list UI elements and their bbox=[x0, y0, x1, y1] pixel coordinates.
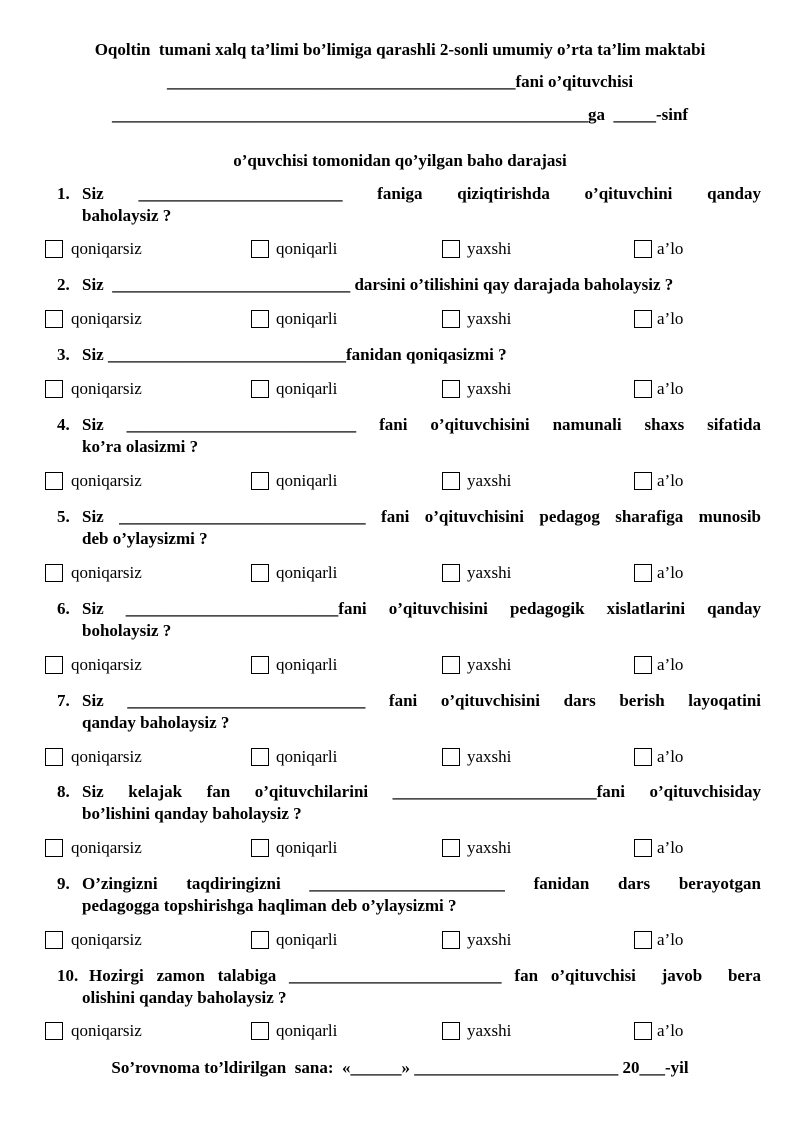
rating-option-label: yaxshi bbox=[467, 563, 512, 582]
rating-option-label: qoniqarli bbox=[276, 239, 338, 258]
rating-option-label: qoniqarli bbox=[276, 379, 338, 398]
rating-options-row bbox=[0, 931, 800, 953]
rating-option-label: qoniqarsiz bbox=[71, 379, 142, 398]
rating-checkbox[interactable] bbox=[45, 564, 63, 582]
question-text-continued: bo’lishini qanday baholaysiz ? bbox=[82, 804, 302, 823]
rating-checkbox[interactable] bbox=[45, 748, 63, 766]
question-number: 5. bbox=[57, 507, 70, 526]
rating-checkbox[interactable] bbox=[251, 472, 269, 490]
rating-option-label: a’lo bbox=[657, 930, 684, 949]
question-text-continued: baholaysiz ? bbox=[82, 206, 172, 225]
question-number: 8. bbox=[57, 782, 70, 801]
rating-checkbox[interactable] bbox=[634, 1022, 652, 1040]
rating-options-row bbox=[0, 380, 800, 402]
rating-options-row bbox=[0, 656, 800, 678]
rating-option-label: qoniqarsiz bbox=[71, 309, 142, 328]
rating-option-label: yaxshi bbox=[467, 239, 512, 258]
rating-option-label: yaxshi bbox=[467, 1021, 512, 1040]
rating-option-label: a’lo bbox=[657, 239, 684, 258]
rating-options-row bbox=[0, 472, 800, 494]
rating-option-label: qoniqarli bbox=[276, 563, 338, 582]
rating-checkbox[interactable] bbox=[634, 240, 652, 258]
rating-checkbox[interactable] bbox=[442, 240, 460, 258]
rating-option-label: a’lo bbox=[657, 309, 684, 328]
rating-checkbox[interactable] bbox=[251, 748, 269, 766]
rating-checkbox[interactable] bbox=[442, 472, 460, 490]
rating-checkbox[interactable] bbox=[251, 564, 269, 582]
rating-options-row bbox=[0, 240, 800, 262]
rating-checkbox[interactable] bbox=[251, 380, 269, 398]
question-number: 3. bbox=[57, 345, 70, 364]
rating-checkbox[interactable] bbox=[634, 748, 652, 766]
rating-checkbox[interactable] bbox=[442, 1022, 460, 1040]
rating-options-row bbox=[0, 748, 800, 770]
question-text: Siz ____________________________fanidan qoniqasizmi ? bbox=[82, 345, 507, 364]
rating-checkbox[interactable] bbox=[634, 931, 652, 949]
rating-option-label: yaxshi bbox=[467, 471, 512, 490]
rating-checkbox[interactable] bbox=[251, 310, 269, 328]
rating-checkbox[interactable] bbox=[442, 656, 460, 674]
rating-option-label: qoniqarsiz bbox=[71, 747, 142, 766]
rating-option-label: yaxshi bbox=[467, 309, 512, 328]
rating-checkbox[interactable] bbox=[634, 656, 652, 674]
rating-checkbox[interactable] bbox=[45, 310, 63, 328]
survey-subtitle: o’quvchisi tomonidan qo’yilgan baho darajasi bbox=[233, 151, 567, 170]
rating-option-label: qoniqarsiz bbox=[71, 471, 142, 490]
rating-checkbox[interactable] bbox=[634, 472, 652, 490]
rating-option-label: qoniqarsiz bbox=[71, 930, 142, 949]
question-text: Siz _________________________fani o’qituvchisini pedagogik xislatlarini qanday bbox=[82, 599, 761, 618]
rating-option-label: yaxshi bbox=[467, 930, 512, 949]
rating-option-label: qoniqarli bbox=[276, 838, 338, 857]
rating-checkbox[interactable] bbox=[442, 310, 460, 328]
question-number: 1. bbox=[57, 184, 70, 203]
rating-option-label: a’lo bbox=[657, 563, 684, 582]
rating-checkbox[interactable] bbox=[251, 656, 269, 674]
question-number: 6. bbox=[57, 599, 70, 618]
question-number: 2. bbox=[57, 275, 70, 294]
rating-checkbox[interactable] bbox=[634, 380, 652, 398]
rating-option-label: qoniqarsiz bbox=[71, 1021, 142, 1040]
question-text: Siz ____________________________ fani o’qituvchisini dars berish layoqatini bbox=[82, 691, 761, 710]
rating-option-label: a’lo bbox=[657, 379, 684, 398]
rating-option-label: qoniqarli bbox=[276, 471, 338, 490]
rating-options-row bbox=[0, 1022, 800, 1044]
rating-option-label: a’lo bbox=[657, 1021, 684, 1040]
rating-checkbox[interactable] bbox=[634, 310, 652, 328]
question-text: Siz ________________________ faniga qiziqtirishda o’qituvchini qanday bbox=[82, 184, 761, 203]
completion-date-line: So’rovnoma to’ldirilgan sana: «______» ________________________ 20___-yil bbox=[111, 1058, 689, 1077]
question-number: 10. bbox=[57, 966, 79, 985]
question-number: 4. bbox=[57, 415, 70, 434]
question-text: Hozirgi zamon talabiga _________________________ fan o’qituvchisi javob bera bbox=[89, 966, 761, 985]
rating-option-label: qoniqarli bbox=[276, 655, 338, 674]
rating-option-label: qoniqarsiz bbox=[71, 239, 142, 258]
rating-option-label: qoniqarli bbox=[276, 309, 338, 328]
rating-checkbox[interactable] bbox=[45, 931, 63, 949]
question-text: Siz ____________________________ darsini o’tilishini qay darajada baholaysiz ? bbox=[82, 275, 674, 294]
rating-option-label: a’lo bbox=[657, 838, 684, 857]
school-title: Oqoltin tumani xalq ta’limi bo’limiga qarashli 2-sonli umumiy o’rta ta’lim maktabi bbox=[94, 40, 706, 59]
rating-checkbox[interactable] bbox=[442, 564, 460, 582]
question-text: O’zingizni taqdiringizni _______________________ fanidan dars berayotgan bbox=[82, 874, 761, 893]
question-text-continued: qanday baholaysiz ? bbox=[82, 713, 230, 732]
question-number: 9. bbox=[57, 874, 70, 893]
rating-checkbox[interactable] bbox=[634, 564, 652, 582]
rating-option-label: a’lo bbox=[657, 471, 684, 490]
rating-checkbox[interactable] bbox=[45, 839, 63, 857]
rating-options-row bbox=[0, 310, 800, 332]
rating-checkbox[interactable] bbox=[442, 931, 460, 949]
question-number: 7. bbox=[57, 691, 70, 710]
question-text: Siz _____________________________ fani o’qituvchisini pedagog sharafiga munosib bbox=[82, 507, 761, 526]
question-text-continued: pedagogga topshirishga haqliman deb o’ylaysizmi ? bbox=[82, 896, 457, 915]
rating-checkbox[interactable] bbox=[634, 839, 652, 857]
rating-checkbox[interactable] bbox=[442, 839, 460, 857]
rating-option-label: qoniqarli bbox=[276, 1021, 338, 1040]
rating-checkbox[interactable] bbox=[442, 748, 460, 766]
rating-option-label: a’lo bbox=[657, 747, 684, 766]
rating-option-label: qoniqarli bbox=[276, 930, 338, 949]
rating-checkbox[interactable] bbox=[45, 380, 63, 398]
rating-checkbox[interactable] bbox=[251, 1022, 269, 1040]
rating-option-label: a’lo bbox=[657, 655, 684, 674]
question-text: Siz kelajak fan o’qituvchilarini ________________________fani o’qituvchisiday bbox=[82, 782, 761, 801]
rating-option-label: qoniqarsiz bbox=[71, 655, 142, 674]
rating-checkbox[interactable] bbox=[251, 931, 269, 949]
rating-option-label: yaxshi bbox=[467, 655, 512, 674]
rating-option-label: yaxshi bbox=[467, 379, 512, 398]
rating-option-label: yaxshi bbox=[467, 747, 512, 766]
rating-checkbox[interactable] bbox=[251, 240, 269, 258]
question-text-continued: ko’ra olasizmi ? bbox=[82, 437, 199, 456]
rating-option-label: qoniqarsiz bbox=[71, 563, 142, 582]
subject-teacher-line: _________________________________________fani o’qituvchisi bbox=[166, 72, 634, 91]
class-line: ________________________________________________________ga _____-sinf bbox=[111, 105, 689, 124]
rating-checkbox[interactable] bbox=[45, 240, 63, 258]
question-text-continued: deb o’ylaysizmi ? bbox=[82, 529, 208, 548]
question-text-continued: olishini qanday baholaysiz ? bbox=[82, 988, 287, 1007]
rating-options-row bbox=[0, 839, 800, 861]
rating-checkbox[interactable] bbox=[45, 472, 63, 490]
question-text-continued: boholaysiz ? bbox=[82, 621, 172, 640]
rating-checkbox[interactable] bbox=[251, 839, 269, 857]
rating-option-label: qoniqarli bbox=[276, 747, 338, 766]
rating-checkbox[interactable] bbox=[442, 380, 460, 398]
rating-checkbox[interactable] bbox=[45, 1022, 63, 1040]
rating-options-row bbox=[0, 564, 800, 586]
rating-option-label: qoniqarsiz bbox=[71, 838, 142, 857]
rating-option-label: yaxshi bbox=[467, 838, 512, 857]
question-text: Siz ___________________________ fani o’qituvchisini namunali shaxs sifatida bbox=[82, 415, 761, 434]
rating-checkbox[interactable] bbox=[45, 656, 63, 674]
